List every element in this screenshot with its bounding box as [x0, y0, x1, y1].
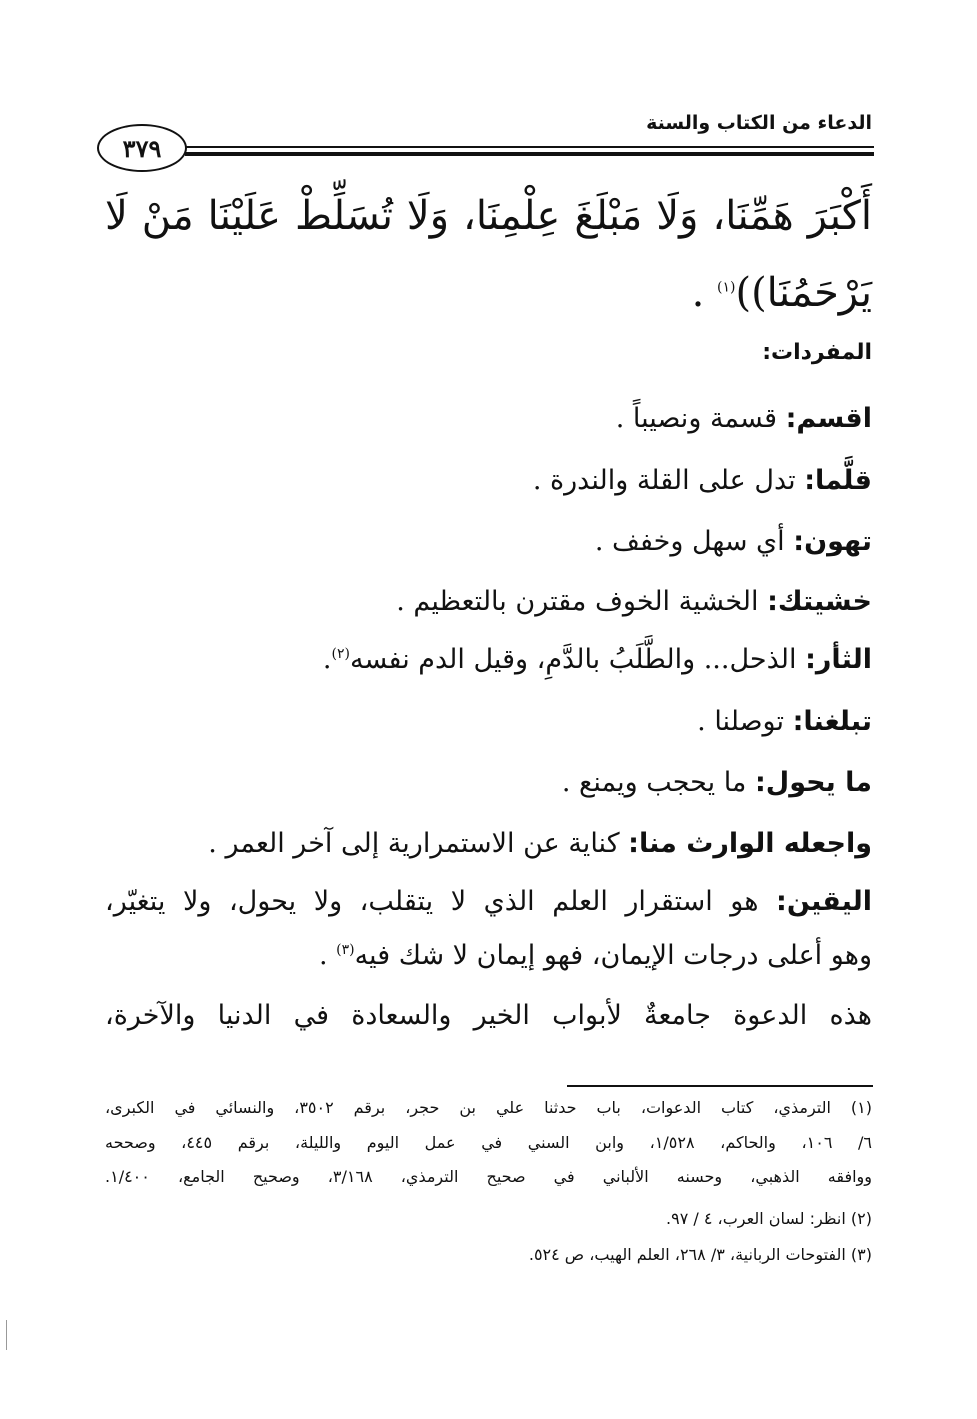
vocab-def: ما يحجب ويمنع . [561, 767, 755, 798]
vocab-term: اليقين: [776, 886, 872, 917]
page-number-oval [97, 124, 187, 172]
verse-line-2 [692, 270, 872, 316]
vocab-item-tuballighna [697, 706, 872, 737]
footnote-3: (٣) الفتوحات الربانية، ٣/ ٢٦٨، العلم الهيب، ص ٥٢٤. [528, 1245, 872, 1264]
vocab-def: الخشية الخوف مقترن بالتعظيم . [396, 586, 768, 617]
yaqin-line-2 [319, 940, 872, 971]
scan-edge-mark [6, 1320, 7, 1350]
vocab-def: توصلنا . [697, 706, 793, 737]
yaqin-def-2-end: . [318, 940, 337, 971]
yaqin-def-1: هو استقرار العلم الذي لا يتقلب، ولا يحول، ولا يتغيّر، [105, 886, 777, 917]
vocab-term: واجعله الوارث منا: [628, 828, 872, 859]
vocab-item-waritha [208, 828, 872, 859]
footnote-2: (٢) انظر: لسان العرب، ٤ / ٩٧. [666, 1209, 872, 1228]
footnote-separator [567, 1085, 873, 1087]
vocab-def: كناية عن الاستمرارية إلى آخر العمر . [208, 828, 629, 859]
vocab-item-tahun [595, 526, 872, 557]
header-rule-thin [185, 146, 874, 148]
vocab-term: اقسم: [785, 403, 872, 434]
yaqin-def-2: وهو أعلى درجات الإيمان، فهو إيمان لا شك فيه [354, 940, 872, 971]
footnote-ref-2: (٢) [331, 646, 350, 662]
vocab-term: تبلغنا: [792, 706, 872, 737]
vocab-term: قلَّما: [804, 465, 872, 496]
footnote-1-line-2: ٦/ ١٠٦، والحاكم، ١/٥٢٨، وابن السني في عمل اليوم والليلة، برقم ٤٤٥، وصححه [105, 1133, 873, 1152]
closing-paragraph-line: هذه الدعوة جامعةٌ لأبواب الخير والسعادة في الدنيا والآخرة، [105, 1000, 872, 1031]
vocab-def: قسمة ونصيباً . [615, 403, 786, 434]
footnote-ref-3: (٣) [336, 942, 355, 958]
vocab-term: ما يحول: [754, 767, 872, 798]
vocab-item-khashyatak [396, 586, 872, 617]
yaqin-line-1 [105, 886, 872, 917]
vocab-def: أي سهل وخفف . [594, 526, 794, 557]
verse-line-2-end: . [691, 270, 717, 316]
page-number: ٣٧٩ [122, 133, 162, 163]
vocab-def-end: . [322, 644, 332, 675]
vocab-def: الذحل... والطَّلَبُ بالدَّمِ، وقيل الدم نفسه [349, 644, 806, 675]
vocab-item-thaar [323, 644, 872, 675]
vocab-term: الثأر: [805, 644, 872, 675]
verse-line-2-text: يَرْحَمُنَا)) [735, 270, 872, 316]
header-rule-thick [185, 152, 874, 156]
verse-line-1: أَكْبَرَ هَمِّنَا، وَلَا مَبْلَغَ عِلْمِنَا، وَلَا تُسَلِّطْ عَلَيْنَا مَنْ لَا [105, 193, 872, 239]
vocab-item-aqsim [616, 403, 872, 434]
vocab-item-qallama [533, 465, 872, 496]
vocab-term: تهون: [793, 526, 872, 557]
footnote-ref-1: (١) [717, 279, 736, 296]
vocab-def: تدل على القلة والندرة . [532, 465, 805, 496]
vocab-heading: المفردات: [762, 340, 872, 365]
running-header-title: الدعاء من الكتاب والسنة [646, 112, 872, 134]
vocab-item-ma-yahul [562, 767, 872, 798]
footnote-1-line-3: ووافقه الذهبي، وحسنه الألباني في صحيح الترمذي، ٣/١٦٨، وصحيح الجامع، ١/٤٠٠. [105, 1167, 872, 1186]
footnote-1-line-1: (١) الترمذي، كتاب الدعوات، باب حدثنا علي بن حجر، برقم ٣٥٠٢، والنسائي في الكبرى، [105, 1098, 872, 1117]
vocab-term: خشيتك: [767, 586, 872, 617]
